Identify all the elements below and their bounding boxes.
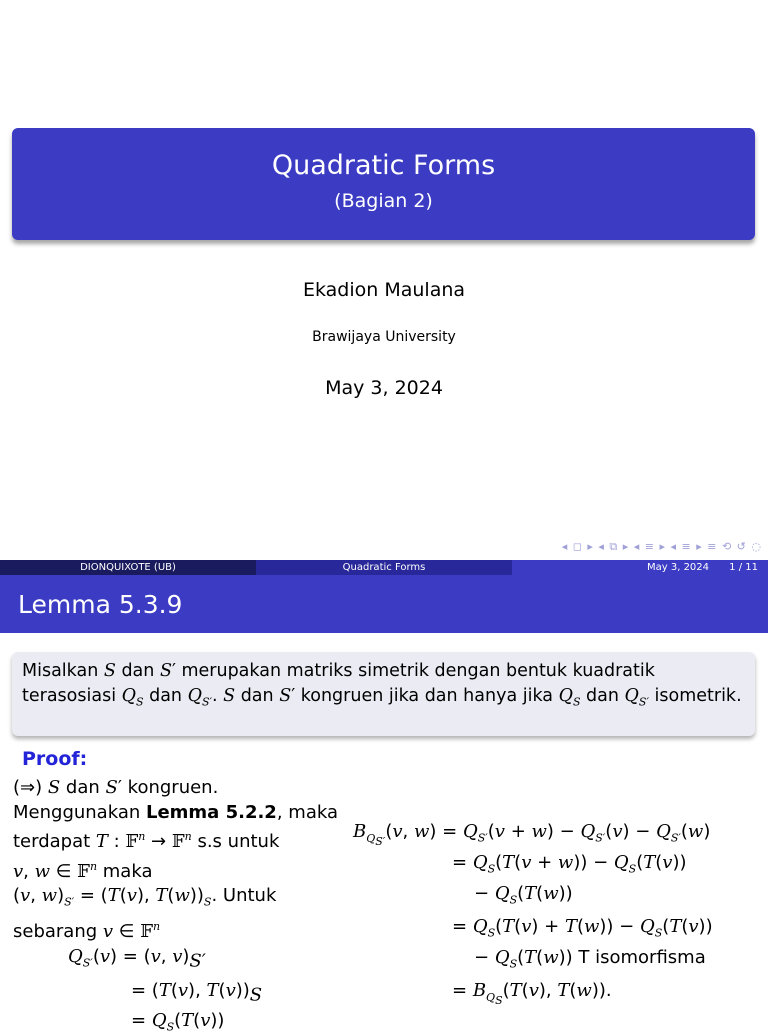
isomorphism-note: T isomorfisma	[578, 947, 706, 968]
frame-title: Lemma 5.3.9	[0, 575, 768, 633]
proof-label: Proof:	[22, 748, 88, 770]
institute-name: Brawijaya University	[312, 329, 456, 345]
equation-right-4: = $Q_S(T(v) + T(w)) - Q_S(T(v))$	[452, 916, 713, 940]
presentation-title: Quadratic Forms	[271, 150, 496, 181]
presentation-date: May 3, 2024	[325, 377, 443, 399]
equation-right-1: $B_{Q_{S'}}(v$, $w) = Q_{S'}(v + w) - Q_{S'}(v) - Q_{S'}(w)$	[353, 821, 711, 848]
author-name: Ekadion Maulana	[302, 279, 466, 301]
equation-right-6: = $B_{Q_S}(T(v)$, T(w)).	[452, 980, 612, 1007]
title-box	[12, 128, 755, 240]
equation-left-3: = $Q_S(T(v))$	[131, 1010, 225, 1034]
lemma-block: Misalkan S dan S′ merupakan matriks simetrik dengan bentuk kuadratik terasosiasi $Q_S$ dan $Q_{S'}$. S dan S′ kongruen jika dan hanya jika $Q_S$ dan $Q_{S'}$ isometrik.	[12, 652, 755, 736]
footer-title: Quadratic Forms	[256, 560, 512, 575]
lemma-slide	[0, 560, 768, 1034]
footer-date: May 3, 2024	[647, 562, 710, 573]
lemma-reference: Lemma 5.2.2	[145, 801, 277, 823]
proof-left-text: (⇒) S dan S′ kongruen. Menggunakan Lemma 5.2.2, maka terdapat T : 𝔽$^n$ → 𝔽$^n$ s.s untuk v, w ∈ 𝔽$^n$ maka (v, $w)_{S'} = (T(v)$, $T(w))_S$. Untuk sebarang v ∈ 𝔽$^n$	[13, 777, 338, 943]
beamer-navigation-icons[interactable]: ◂ ◻ ▸ ◂ ⧉ ▸ ◂ ≡ ▸ ◂ ≡ ▸ ≡ ⟲ ↺ ◌	[561, 540, 762, 553]
equation-left-1: $Q_{S'}(v) = (v$, $v)_{S'}$	[68, 946, 206, 972]
footer-date-page	[512, 560, 768, 575]
footer-author: DIONQUIXOTE (UB)	[0, 560, 256, 575]
equation-right-5: − $Q_S(T(w))$ T isomorfisma	[474, 947, 706, 971]
presentation-subtitle: (Bagian 2)	[334, 190, 433, 212]
footer-bar	[0, 560, 768, 575]
equation-right-3: − $Q_S(T(w))$	[474, 883, 573, 907]
footer-page-number: 1 / 11	[729, 562, 758, 573]
equation-left-2: = (T(v), $T(v))_S$	[131, 980, 263, 1006]
equation-right-2: = $Q_S(T(v + w)) - Q_S(T(v))$	[452, 852, 687, 876]
